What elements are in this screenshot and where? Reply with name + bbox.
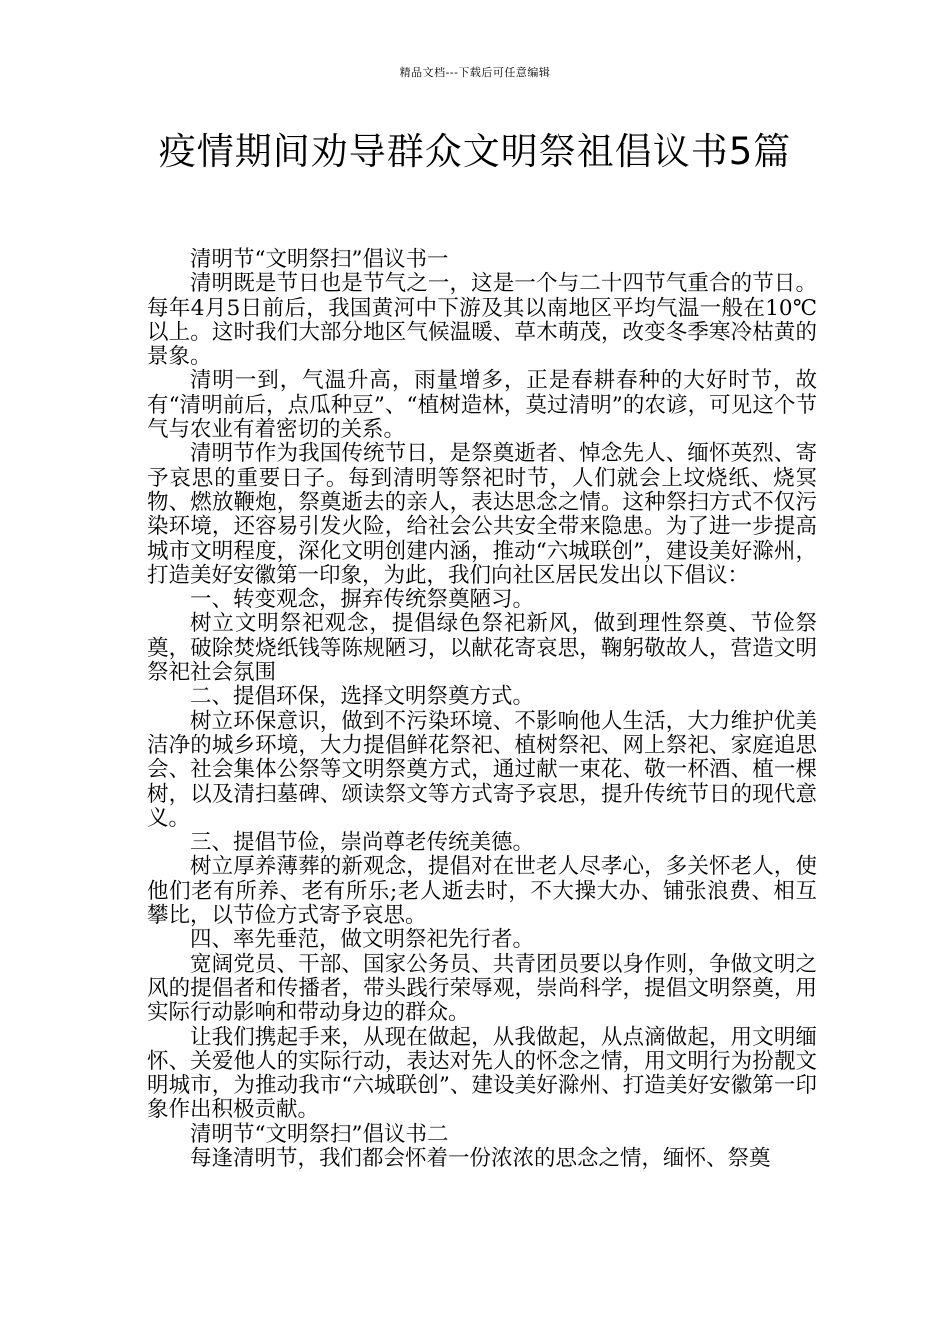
paragraph-7: 二、提倡环保，选择文明祭奠方式。 [190,684,535,710]
paragraph-2: 清明既是节日也是节气之一，这是一个与二十四节气重合的节日。每年4月5日前后，我国黄河中下游及其以南地区平均气温一般在10℃以上。这时我们大部分地区气候温暖、草木萌茂，改变冬季寒冷枯黄的景象。 [147,271,817,370]
document-body [147,248,817,1171]
paragraph-13: 让我们携起手来，从现在做起，从我做起，从点滴做起，用文明缅怀、关爱他人的实际行动，表达对先人的怀念之情，用文明行为扮靓文明城市，为推动我市“六城联创”、建设美好滁州、打造美好安徽第一印象作出积极贡献。 [147,1024,817,1123]
paragraph-10: 树立厚养薄葬的新观念，提倡对在世老人尽孝心，多关怀老人，使他们老有所养、老有所乐;老人逝去时，不大操大办、铺张浪费、相互攀比，以节俭方式寄予哀思。 [147,854,817,929]
header-note: 精品文档---下载后可任意编辑 [399,66,551,79]
paragraph-5: 一、转变观念，摒弃传统祭奠陋习。 [190,587,535,613]
paragraph-9: 三、提倡节俭，崇尚尊老传统美德。 [190,830,535,856]
document-title: 疫情期间劝导群众文明祭祖倡议书5篇 [158,130,792,173]
paragraph-4: 清明节作为我国传统节日，是祭奠逝者、悼念先人、缅怀英烈、寄予哀思的重要日子。每到清明等祭祀时节，人们就会上坟烧纸、烧冥物、燃放鞭炮，祭奠逝去的亲人，表达思念之情。这种祭扫方式不仅污染环境，还容易引发火险，给社会公共安全带来隐患。为了进一步提高城市文明程度，深化文明创建内涵，推动“六城联创”，建设美好滁州，打造美好安徽第一印象，为此，我们向社区居民发出以下倡议： [147,441,817,588]
paragraph-3: 清明一到，气温升高，雨量增多，正是春耕春种的大好时节，故有“清明前后，点瓜种豆”、“植树造林，莫过清明”的农谚，可见这个节气与农业有着密切的关系。 [147,368,817,443]
paragraph-12: 宽阔党员、干部、国家公务员、共青团员要以身作则，争做文明之风的提倡者和传播者，带头践行荣辱观，崇尚科学，提倡文明祭奠，用实际行动影响和带动身边的群众。 [147,951,817,1026]
paragraph-11: 四、率先垂范，做文明祭祀先行者。 [190,927,535,953]
paragraph-15: 每逢清明节，我们都会怀着一份浓浓的思念之情，缅怀、祭奠 [190,1145,771,1171]
paragraph-14: 清明节“文明祭扫”倡议书二 [190,1121,449,1147]
paragraph-1: 清明节“文明祭扫”倡议书一 [190,247,449,272]
paragraph-8: 树立环保意识，做到不污染环境、不影响他人生活，大力维护优美洁净的城乡环境，大力提倡鲜花祭祀、植树祭祀、网上祭祀、家庭追思会、社会集体公祭等文明祭奠方式，通过献一束花、敬一杯酒、植一棵树，以及清扫墓碑、颂读祭文等方式寄予哀思，提升传统节日的现代意义。 [147,708,817,831]
paragraph-6: 树立文明祭祀观念，提倡绿色祭祀新风，做到理性祭奠、节俭祭奠，破除焚烧纸钱等陈规陋习，以献花寄哀思，鞠躬敬故人，营造文明祭祀社会氛围 [147,611,817,686]
